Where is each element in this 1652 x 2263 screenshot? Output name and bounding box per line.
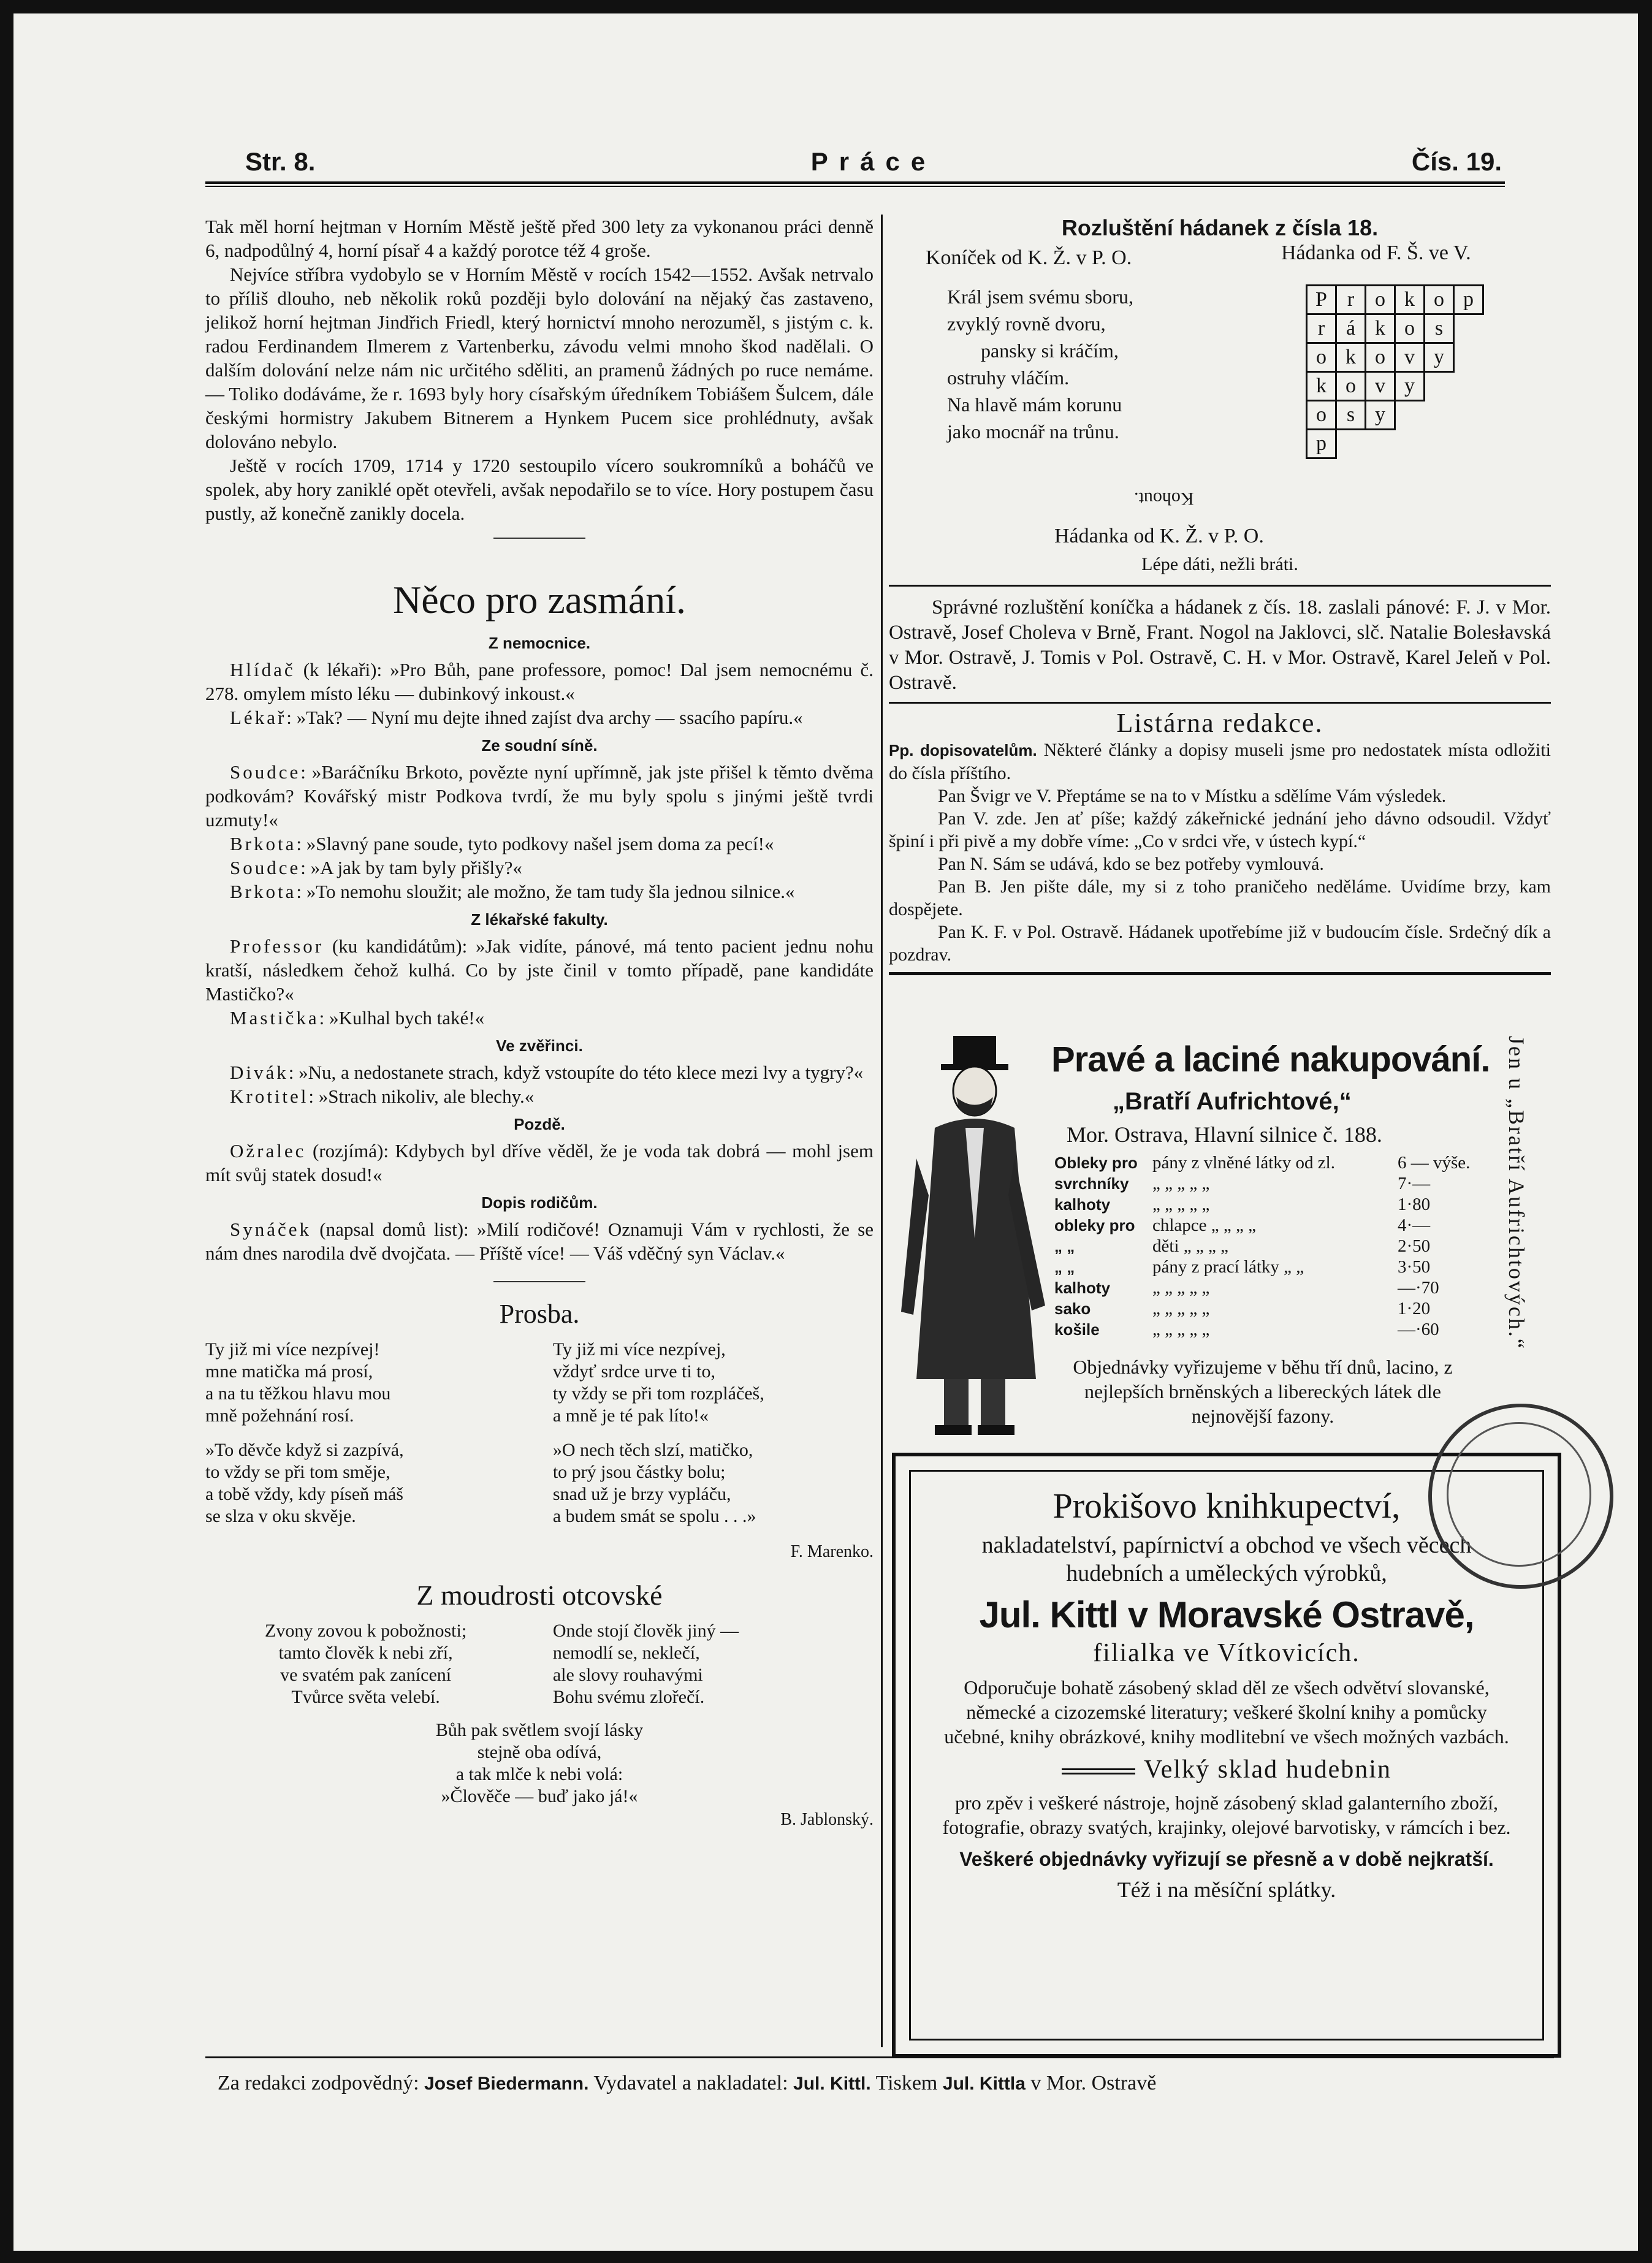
grid-cell: k bbox=[1307, 372, 1336, 401]
article-paragraph: Nejvíce stříbra vydobylo se v Horním Městě v rocích 1542—1552. Avšak netrvalo to příliš dlouho, neb několik roků později bylo dolování na nějaký čas zastaveno, jelikož horní hejtman Jindřich Friedl, který hornictví mnoho nerozuměl, s jistým c. k. radou Ferdinandem Ilmerem z Vartenberku, závodu velmi mnoho škod nadělali. O dalším dolování nelze nám nic určitého sděliti, an pramenů žádných po ruce nemáme. — Toliko dodáváme, že r. 1693 byly hory císařským úředníkem Tobiášem Šulcem, dále českými hormistry Jakubem Bitnerem a Hynkem Pucem sice prohlédnuty, avšak dolováno nebylo. bbox=[205, 264, 874, 452]
poem-left-column: Zvony zovou k pobožnosti; tamto člověk k nebi zří, ve svatém pak zanícení Tvůrce světa velebí. bbox=[265, 1621, 467, 1707]
grid-cell bbox=[1454, 314, 1483, 343]
grid-cell: v bbox=[1366, 372, 1395, 401]
joke-line: Soudce: »A jak by tam byly přišly?« bbox=[230, 857, 522, 878]
ad-kittl-subtitle: nakladatelství, papírnictví a obchod ve všech věcech hudebních a uměleckých výrobků, bbox=[981, 1532, 1472, 1586]
column-divider bbox=[881, 215, 883, 2047]
issue-number: Čís. 19. bbox=[1411, 147, 1502, 176]
poem-right-column bbox=[553, 1339, 874, 1540]
left-column bbox=[205, 215, 874, 1831]
grid-cell: o bbox=[1366, 343, 1395, 372]
joke-line: Brkota: »Slavný pane soude, tyto podkovy našel jsem doma za pecí!« bbox=[230, 833, 774, 854]
grid-cell: o bbox=[1366, 286, 1395, 314]
grid-cell bbox=[1366, 430, 1395, 458]
hadanka-kz-answer: Lépe dáti, nežli bráti. bbox=[1141, 554, 1298, 574]
header-rule bbox=[205, 181, 1505, 184]
grid-cell: P bbox=[1307, 286, 1336, 314]
grid-cell: s bbox=[1425, 314, 1454, 343]
joke-line: Krotitel: »Strach nikoliv, ale blechy.« bbox=[230, 1086, 535, 1107]
grid-cell: á bbox=[1336, 314, 1366, 343]
ad-kittl-installments: Též i na měsíční splátky. bbox=[1117, 1877, 1336, 1902]
grid-cell: o bbox=[1395, 314, 1425, 343]
joke-line: Ožralec (rozjímá): Kdybych byl dříve věděl, že je voda tak dobrá — mohl jsem mít svůj statek dosud!« bbox=[205, 1140, 874, 1185]
puzzle-verse: Král jsem svému sboru, zvyklý rovně dvoru, pansky si kráčím, ostruhy vláčím. Na hlavě mám korunu jako mocnář na trůnu. bbox=[947, 286, 1133, 443]
price-row: obleky pro chlapce „ „ „ „ 4·— bbox=[1054, 1215, 1431, 1235]
joke-line: Hlídač (k lékaři): »Pro Bůh, pane professore, pomoc! Dal jsem nemocnému č. 278. omylem místo léku — dubinkový inkoust.« bbox=[205, 659, 874, 704]
hadanka-fs-label: Hádanka od F. Š. ve V. bbox=[1281, 242, 1471, 264]
grid-cell: y bbox=[1395, 372, 1425, 401]
price-row: „ „ děti „ „ „ „ 2·50 bbox=[1054, 1236, 1431, 1256]
solvers-list: Správné rozluštění koníčka a hádanek z čís. 18. zaslali pánové: F. J. v Mor. Ostravě, Josef Choleva v Brně, Frant. Nogol na Jaklovci, slč. Natalie Bolesłavská v Mor. Ostravě, J. Tomis v Pol. Ostravě, C. H. v Mor. Ostravě, Karel Jeleň v Pol. Ostravě. bbox=[889, 596, 1551, 694]
poem-title: Prosba. bbox=[499, 1299, 580, 1329]
ad-address: Mor. Ostrava, Hlavní silnice č. 188. bbox=[1067, 1122, 1382, 1147]
price-row: kalhoty „ „ „ „ „ 1·80 bbox=[1054, 1195, 1431, 1214]
article-paragraph: Tak měl horní hejtman v Horním Městě ještě před 300 lety za vykonanou práci denně 6, nadpodůlný 4, horní písař 4 a každý porotce též 4 groše. bbox=[205, 216, 874, 261]
listarna-item: Pan V. zde. Jen ať píše; každý zákeřnické jednání jeho dávno odsoudil. Vždyť špiní i při pivě a my dobře víme: „Co v srdci vře, v ústech kypí.“ bbox=[889, 808, 1551, 851]
poem-author: F. Marenko. bbox=[790, 1542, 874, 1561]
section-heading: Ve zvěřinci. bbox=[496, 1036, 583, 1055]
joke-line: Mastička: »Kulhal bych také!« bbox=[230, 1007, 485, 1029]
poem-center-stanza: Bůh pak světlem svojí lásky stejně oba odívá, a tak mlče k nebi volá: »Člověče — buď jako já!« bbox=[435, 1720, 644, 1806]
price-list bbox=[1054, 1152, 1483, 1340]
price-row: svrchníky „ „ „ „ „ 7·— bbox=[1054, 1174, 1431, 1193]
ad-kittl-inner-frame bbox=[909, 1470, 1544, 2041]
ad-firm-name: „Bratří Aufrichtové,“ bbox=[1113, 1088, 1352, 1115]
poem-author: B. Jablonský. bbox=[780, 1810, 874, 1829]
grid-cell bbox=[1454, 343, 1483, 372]
grid-cell: y bbox=[1366, 401, 1395, 430]
grid-cell: o bbox=[1336, 372, 1366, 401]
grid-cell bbox=[1395, 401, 1425, 430]
word-grid bbox=[1306, 284, 1484, 459]
stanza: »To děvče když si zazpívá, to vždy se při tom směje, a tobě vždy, kdy píseň máš se slza v oku skvěje. bbox=[205, 1440, 404, 1526]
divider bbox=[493, 1281, 585, 1282]
rule bbox=[889, 972, 1551, 975]
grid-cell bbox=[1425, 372, 1454, 401]
stanza: Ty již mi více nezpívej, vždyť srdce urve ti to, ty vždy se při tom rozpláčeš, a mně je té pak líto!« bbox=[552, 1339, 764, 1426]
section-heading: Z nemocnice. bbox=[488, 634, 591, 652]
joke-line: Lékař: »Tak? — Nyní mu dejte ihned zajíst dva archy — ssacího papíru.« bbox=[230, 707, 803, 728]
ad-kittl-branch: filialka ve Vítkovicích. bbox=[1093, 1639, 1360, 1667]
ad-headline: Pravé a laciné nakupování. bbox=[1051, 1040, 1490, 1079]
grid-cell bbox=[1454, 401, 1483, 430]
grid-cell: r bbox=[1336, 286, 1366, 314]
price-row: košile „ „ „ „ „ —·60 bbox=[1054, 1320, 1439, 1339]
section-heading: Ze soudní síně. bbox=[481, 736, 598, 755]
ad-kittl-description: Odporučuje bohatě zásobený sklad děl ze všech odvětví slovanské, německé a cizozemské literatury; veškeré školní knihy a pomůcky učebné, knihy obrázkové, knihy modlitební ve všech možných vazbách. bbox=[944, 1676, 1509, 1748]
poem-right-column: Onde stojí člověk jiný — nemodlí se, neklečí, ale slovy rouhavými Bohu svému zlořečí. bbox=[552, 1621, 739, 1707]
poem-title: Z moudrosti otcovské bbox=[416, 1580, 663, 1611]
joke-line: Divák: »Nu, a nedostanete strach, když vstoupíte do této klece mezi lvy a tygry?« bbox=[230, 1062, 864, 1083]
newspaper-title: Práce bbox=[810, 147, 937, 176]
poem-prosba bbox=[205, 1339, 874, 1540]
poem-left-column bbox=[205, 1339, 526, 1540]
answer-kohout: Kohout. bbox=[1134, 489, 1194, 509]
listarna-item: Pp. dopisovatelům. Některé články a dopisy museli jsme pro nedostatek místa odložiti do čísla příštího. bbox=[889, 740, 1551, 783]
grid-cell: r bbox=[1307, 314, 1336, 343]
grid-cell: k bbox=[1336, 343, 1366, 372]
price-row: kalhoty „ „ „ „ „ —·70 bbox=[1054, 1278, 1439, 1298]
article-paragraph: Ještě v rocích 1709, 1714 y 1720 sestoupilo vícero soukromníků a boháčů ve spolek, aby hory zaniklé opět otevřeli, avšak nepodařilo se to více. Hory postupem času pustly, až konečně zanikly docela. bbox=[205, 455, 874, 524]
konicek-label: Koníček od K. Ž. v P. O. bbox=[926, 246, 1132, 269]
stanza: Ty již mi více nezpívej! mne matička má prosí, a na tu těžkou hlavu mou mně požehnání rosí. bbox=[205, 1339, 391, 1426]
section-heading: Z lékařské fakulty. bbox=[471, 910, 608, 929]
ad-kittl-goods: pro zpěv i veškeré nástroje, hojně zásobený sklad galanterního zboží, fotografie, obrazy svatých, krajinky, olejové barvotisky, v rámcích i bez. bbox=[942, 1792, 1511, 1838]
grid-cell bbox=[1425, 430, 1454, 458]
stanza: »O nech těch slzí, matičko, to prý jsou částky bolu; snad už je brzy vypláču, a budem smát se spolu . . .» bbox=[552, 1440, 756, 1526]
puzzle-solutions-heading: Rozluštění hádanek z čísla 18. bbox=[1061, 215, 1379, 240]
grid-cell: k bbox=[1395, 286, 1425, 314]
joke-line: Soudce: »Baráčníku Brkoto, povězte nyní upřímně, jak jste přišel k těmto dvěma podkovám? Kovářský mistr Podkova tvrdí, že mu byly spolu s jinými ještě tvrdi uzmuty!« bbox=[205, 761, 874, 831]
ad-footer-text: Objednávky vyřizujeme v běhu tří dnů, lacino, z nejlepších brněnských a libereckých látek dle nejnovější fazony. bbox=[1073, 1356, 1453, 1427]
rule bbox=[889, 702, 1551, 704]
price-row: Obleky pro pány z vlněné látky od zl. 6 — výše. bbox=[1054, 1153, 1471, 1173]
footer-rule bbox=[205, 2056, 1554, 2058]
section-heading: Dopis rodičům. bbox=[481, 1193, 598, 1212]
grid-cell: o bbox=[1307, 401, 1336, 430]
divider bbox=[493, 538, 585, 539]
page-header bbox=[245, 147, 1502, 184]
grid-cell bbox=[1454, 430, 1483, 458]
imprint-footer: Za redakci zodpovědný: Josef Biedermann. Vydavatel a nakladatel: Jul. Kittl. Tiskem Jul. Kittla v Mor. Ostravě bbox=[218, 2072, 1157, 2094]
grid-cell bbox=[1395, 430, 1425, 458]
ad-kittl-orders: Veškeré objednávky vyřizují se přesně a v době nejkratší. bbox=[959, 1848, 1494, 1870]
listarna-item: Pan Švigr ve V. Přeptáme se na to v Místku a sdělíme Vám výsledek. bbox=[938, 786, 1447, 806]
grid-cell: p bbox=[1454, 286, 1483, 314]
price-row: „ „ pány z prací látky „ „ 3·50 bbox=[1054, 1257, 1431, 1277]
grid-cell: p bbox=[1307, 430, 1336, 458]
grid-cell: y bbox=[1425, 343, 1454, 372]
ad-aufricht bbox=[892, 1030, 1536, 1447]
grid-cell: o bbox=[1307, 343, 1336, 372]
puzzle-block bbox=[889, 242, 1551, 547]
ad-kittl-music-heading: Velký sklad hudebnin bbox=[911, 1755, 1542, 1784]
joke-line: Brkota: »To nemohu sloužit; ale možno, že tam tudy šla jednou silnice.« bbox=[230, 881, 795, 902]
grid-cell: s bbox=[1336, 401, 1366, 430]
joke-line: Professor (ku kandidátům): »Jak vidíte, pánové, má tento pacient jednu nohu kratší, následkem čehož kulhá. Co by jste činil v tomto případě, pane kandidáte Mastičko?« bbox=[205, 935, 874, 1005]
gentleman-illustration-icon bbox=[892, 1036, 1057, 1440]
rule bbox=[889, 585, 1551, 587]
joke-line: Synáček (napsal domů list): »Milí rodičové! Oznamuji Vám v rychlosti, že se nám dnes narodila dvě dvojčata. — Příště více! — Váš vděčný syn Václav.« bbox=[205, 1219, 874, 1264]
ad-side-text: Jen u „Bratří Aufrichtových.“ bbox=[1504, 1036, 1529, 1350]
poem-moudrost bbox=[205, 1620, 874, 1708]
grid-cell: o bbox=[1425, 286, 1454, 314]
listarna-item: Pan K. F. v Pol. Ostravě. Hádanek upotřebíme již v budoucím čísle. Srdečný dík a pozdrav. bbox=[889, 922, 1551, 965]
listarna-items bbox=[889, 739, 1551, 966]
listarna-item: Pan B. Jen pište dále, my si z toho praničeho neděláme. Uvidíme brzy, kam dospějete. bbox=[889, 877, 1551, 919]
grid-cell bbox=[1454, 372, 1483, 401]
ad-kittl-title: Prokišovo knihkupectví, bbox=[1052, 1486, 1401, 1526]
hadanka-kz-label: Hádanka od K. Ž. v P. O. bbox=[1054, 525, 1264, 547]
listarna-heading: Listárna redakce. bbox=[1116, 708, 1323, 738]
postal-stamp-inner-icon bbox=[1447, 1422, 1591, 1567]
right-column bbox=[889, 215, 1551, 975]
header-rule-thin bbox=[205, 186, 1505, 187]
page-number: Str. 8. bbox=[245, 147, 316, 176]
section-heading: Pozdě. bbox=[514, 1115, 565, 1133]
listarna-item: Pan N. Sám se udává, kdo se bez potřeby vymlouvá. bbox=[938, 854, 1324, 874]
grid-cell bbox=[1336, 430, 1366, 458]
price-row: sako „ „ „ „ „ 1·20 bbox=[1054, 1299, 1431, 1318]
jokes-heading: Něco pro zasmání. bbox=[392, 578, 687, 622]
ad-kittl-firm: Jul. Kittl v Moravské Ostravě, bbox=[979, 1594, 1474, 1635]
grid-cell: k bbox=[1366, 314, 1395, 343]
grid-cell: v bbox=[1395, 343, 1425, 372]
grid-cell bbox=[1425, 401, 1454, 430]
